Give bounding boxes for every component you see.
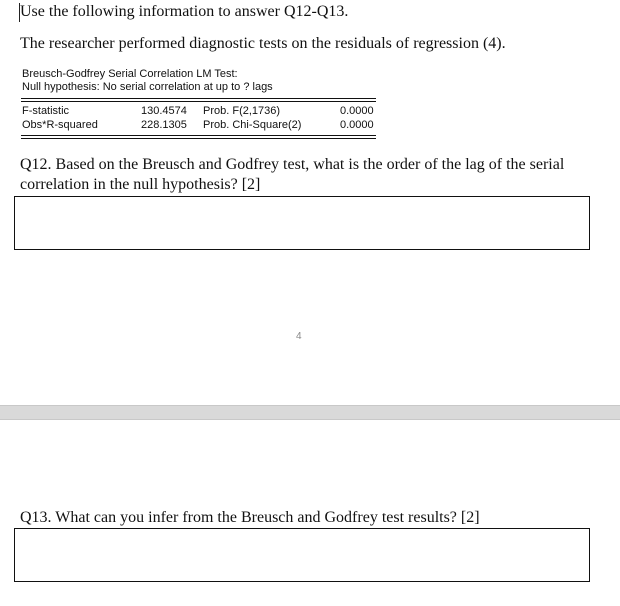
q12-question-line1: Q12. Based on the Breusch and Godfrey test, what is the order of the lag of the serial (20, 156, 565, 173)
row-prob-label: Prob. F(2,1736) (203, 105, 281, 117)
q12-answer-box[interactable] (14, 196, 590, 250)
test-title: Breusch-Godfrey Serial Correlation LM Test: (22, 68, 238, 80)
row-label: Obs*R-squared (22, 119, 98, 131)
row-value: 130.4574 (141, 105, 187, 117)
table-rule-top-1 (21, 98, 376, 99)
row-prob-value: 0.0000 (340, 119, 374, 131)
context-text: The researcher performed diagnostic tests on the residuals of regression (4). (20, 35, 506, 52)
row-prob-label: Prob. Chi-Square(2) (203, 119, 302, 131)
row-value: 228.1305 (141, 119, 187, 131)
table-rule-top-2 (21, 101, 376, 102)
table-row (22, 105, 376, 119)
row-prob-value: 0.0000 (340, 105, 374, 117)
null-hypothesis: Null hypothesis: No serial correlation at up to ? lags (22, 81, 273, 93)
table-row (22, 119, 376, 133)
page-break-separator (0, 405, 620, 420)
table-rule-bottom-1 (21, 135, 376, 136)
page-number: 4 (296, 331, 302, 342)
q12-question-line2: correlation in the null hypothesis? [2] (20, 176, 261, 193)
intro-text: Use the following information to answer Q12-Q13. (20, 3, 349, 20)
q13-answer-box[interactable] (14, 528, 590, 582)
row-label: F-statistic (22, 105, 70, 117)
q13-question: Q13. What can you infer from the Breusch and Godfrey test results? [2] (20, 509, 480, 526)
table-rule-bottom-2 (21, 138, 376, 139)
